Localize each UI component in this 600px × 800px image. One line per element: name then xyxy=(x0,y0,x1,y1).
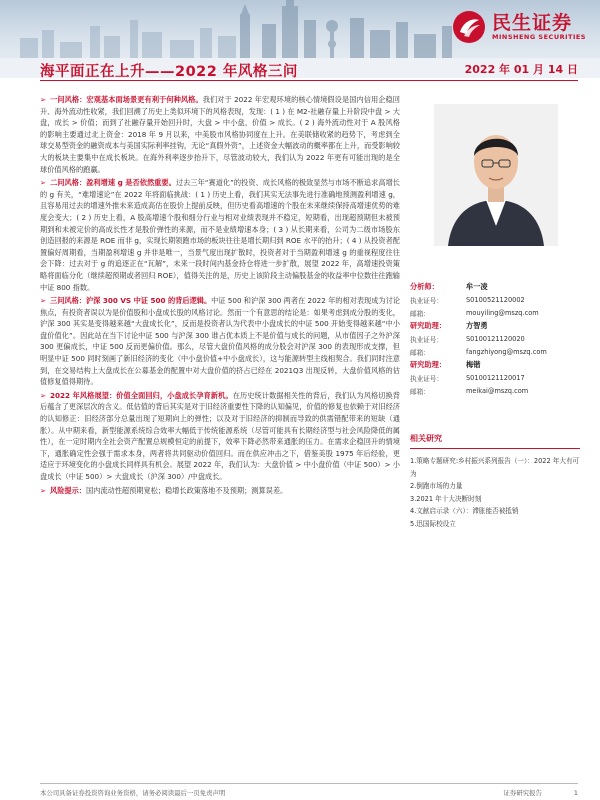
field-label: 邮箱： xyxy=(410,309,430,318)
bullet-arrow-icon: ➢ xyxy=(40,95,47,104)
analyst-row xyxy=(410,319,580,332)
analyst-row xyxy=(410,306,580,319)
bullet-arrow-icon: ➢ xyxy=(40,178,47,188)
paragraph-heading: 风险提示： xyxy=(50,485,86,495)
email-link[interactable]: meikai@mszq.com xyxy=(466,386,529,395)
field-label: 执业证号： xyxy=(410,296,443,305)
paragraph-text: 在历史统计数据相关性的背后，我们认为风格切换背后蕴含了更深层次的含义。低估值的背后其实是对于旧经济重要性下降的认知偏见，价值的修复也依赖于对旧经济的认知修正：旧经济部分总量出现了短期向上的弹性；以及对于旧经济的抑制而导致的供需错配带来的短缺（通胀）。从中期来看，新型能源系统综合效率大幅低于传统能源系统（尽管可能具有长期经济型与社会风险降低的属性），在一定时期内全社会资产配置总规模恒定的前提下，效率下降必然带来通胀的压力。在需求企稳回升的情境下，通胀确定性会强于需求本身，两者将共同驱动价值回归。而在供应冲击之下，借鉴美股 1975 年后经验，更适应于环境变化的小盘成长同样具有机会。展望 2022 年，我们认为：大盘价值 > 中小盘价值（中证 500）> 小盘成长（中证 500）> 大盘成长（沪深 300）/中盘成长。 xyxy=(40,390,400,481)
analyst-role: 研究助理： xyxy=(410,359,446,369)
report-type: 证券研究报告 xyxy=(503,789,542,797)
report-body xyxy=(40,94,400,498)
paragraph-text: 我们对于 2022 年宏观环境的核心情境假设是国内信用企稳回升、海外流动性收紧，我们回溯了历史上类似环境下的风格表现，发现：( 1 ) 在 M2-社融存量上升阶段中盘 > 大盘，成长 > 价值；而到了社融存量开始回升时，大盘 > 中小盘，价值 > 成长。( 2 ) 海外流动性对于 A 股风格的影响主要通过北上资金：2018 年 9 月以来，中美股市风格协同度在上升。在美联储收紧的趋势下，考虑到全球交易型资金的融资成本与美国实际利率挂钩，无论“真假外资”，上述资金大幅波动的概率都在上升，而受影响较大的板块主要集中在成长板块。在海外利率逐步抬升下，尽管波动较大，我们认为 2022 年更有可能出现的是全球价值风格的跑赢。 xyxy=(40,95,400,174)
paragraph-risk-warning xyxy=(40,485,400,497)
paragraph-style-question-3 xyxy=(40,295,400,388)
paragraph-text: 国内流动性超预期宽松；稳增长政策落地不及预期；测算误差。 xyxy=(85,485,288,495)
license-number: S0100121120020 xyxy=(466,334,525,343)
paragraph-outlook-2022 xyxy=(40,390,400,483)
report-date: 2022 年 01 月 14 日 xyxy=(464,63,578,76)
analyst-row xyxy=(410,371,580,384)
paragraph-text: 过去三年“赛道化”的投资、成长风格的极致显然与市场不断追求高增长的 g 有关，“难增速论”在 2022 年将面临挑战：( 1 ) 历史上看，我们其实无法事先进行准确地预测盈利增速 g，且容易用过去的增速外推未来造成高估在股价上提前反映，但历史看高增速的个股在未来继续保持高增速优势的难度会变大；( 2 ) 历史上看，A 股高增速个股和细分行业与相对业绩表现并不稳定，短期看，出现超预期但未被预期到和未被定价的高成长性才是股价弹性的来源，而不是业绩增速本身；( 3 ) 从长期来看，公司为二级市场股东创造回报的来源是 ROE 而非 g，实现长期领跑市场的板块往往是增长期归到 ROE 水平的抬升；( 4 ) 从投资者配置偏好周期看，当期盈利增速 g 并非是唯一，当景气度出现扩散时，投资者对于当期盈利增速 g 的重视程度往往会下降：过去对于 g 的追逐正在“瓦解”，未来一段时间内基金持仓将进一步扩散，展望 2022 年，高增速投资策略将面临分化（继续超预期或者回归 ROE），值得关注的是，历史上该阶段主动偏股基金的收益率中位数往往跑输中证 800 指数。 xyxy=(40,178,400,292)
header-divider xyxy=(40,80,578,81)
analyst-portrait-icon xyxy=(434,104,558,246)
minsheng-logo-icon xyxy=(452,10,486,44)
analyst-row xyxy=(410,358,580,371)
related-research-item[interactable]: 2.倒跑市场的力量 xyxy=(410,482,463,490)
bullet-arrow-icon: ➢ xyxy=(40,296,47,306)
header-banner xyxy=(0,0,600,78)
field-label: 执业证号： xyxy=(410,335,443,344)
analyst-row xyxy=(410,332,580,345)
field-label: 执业证号： xyxy=(410,374,443,383)
paragraph-style-question-2 xyxy=(40,177,400,293)
analyst-name: 牟一凌 xyxy=(466,281,488,291)
analyst-photo xyxy=(434,104,558,246)
page-number: 1 xyxy=(573,789,578,797)
paragraph-heading: 三问风格：沪深 300 VS 中证 500 的背后逻辑。 xyxy=(50,296,212,306)
disclaimer-text: 本公司具备证券投资咨询业务资格，请务必阅读最后一页免责声明 xyxy=(40,789,226,797)
analyst-row xyxy=(410,345,580,358)
license-number: S0100521120002 xyxy=(466,295,525,304)
page-footer xyxy=(40,783,578,797)
related-research-list xyxy=(410,455,580,530)
related-research-item[interactable]: 3.2021 年十大决断时刻 xyxy=(410,494,482,503)
logo-english-name: MINSHENG SECURITIES xyxy=(492,33,586,41)
email-link[interactable]: fangzhiyong@mszq.com xyxy=(466,347,547,356)
analyst-role: 研究助理： xyxy=(410,320,446,330)
related-research-item[interactable]: 5.迅国际校设立 xyxy=(410,519,456,528)
analyst-role: 分析师： xyxy=(410,281,439,291)
paragraph-heading: 一问风格：宏观基本面场景更有利于何种风格。 xyxy=(50,95,203,104)
company-logo xyxy=(452,10,586,44)
paragraph-heading: 二问风格：盈利增速 g 是否依然重要。 xyxy=(50,178,176,188)
analyst-row xyxy=(410,384,580,397)
analyst-name: 梅锴 xyxy=(466,359,481,369)
report-title: 海平面正在上升——2022 年风格三问 xyxy=(40,64,298,78)
bullet-arrow-icon: ➢ xyxy=(40,390,47,400)
analyst-name: 方智勇 xyxy=(466,320,488,330)
field-label: 邮箱： xyxy=(410,387,430,396)
paragraph-text: 中证 500 和沪深 300 两者在 2022 年的相对表现成为讨论焦点，有投资者误以为是价值股和小盘成长股的风格讨论。然而一个有意思的结论是：如果考虑到成分股的变化，沪深 300 其实是变得越来越“大盘成长化”，反而是投资者认为代表中小盘成长的中证 500 开始变得越来越“中小盘价值化”。因此站在当下讨论中证 500 与沪深 300 谁占优本质上不是价值与成长的问题，从市值因子之外沪深 300 更偏成长，中证 500 反而更偏价值。那么，尽管大盘价值风格的成分股会对沪深 300 的表现形成支撑，但明显中证 500 同时刻画了新旧经济的变化（中小盘价值+中小盘成长），这与能源转型主线相契合。我们同时注意到，在交易结构上大盘成长在公募基金的配置中对大盘价值的挤占已经在 2021Q3 出现反转，大盘价值风格的估值修复值得期待。 xyxy=(40,296,400,387)
field-label: 邮箱： xyxy=(410,348,430,357)
analyst-row xyxy=(410,280,580,293)
analyst-info xyxy=(410,280,580,397)
related-research-item[interactable]: 4.文献启示录（六）：滞胀能否被抵销 xyxy=(410,507,519,515)
related-research-item[interactable]: 1.策略专题研究:乡村振兴系列报告（一）：2022 年大有可为 xyxy=(410,457,580,478)
paragraph-heading: 2022 年风格展望：价值全面回归，小盘成长孕育新机。 xyxy=(50,390,233,400)
license-number: S0100121120017 xyxy=(466,373,525,382)
related-research-heading: 相关研究 xyxy=(410,433,580,449)
paragraph-style-question-1 xyxy=(40,94,400,175)
bullet-arrow-icon: ➢ xyxy=(40,485,47,495)
email-link[interactable]: mouyiling@mszq.com xyxy=(466,308,539,317)
logo-chinese-name: 民生证券 xyxy=(492,12,573,34)
analyst-row xyxy=(410,293,580,306)
sidebar xyxy=(410,94,580,530)
